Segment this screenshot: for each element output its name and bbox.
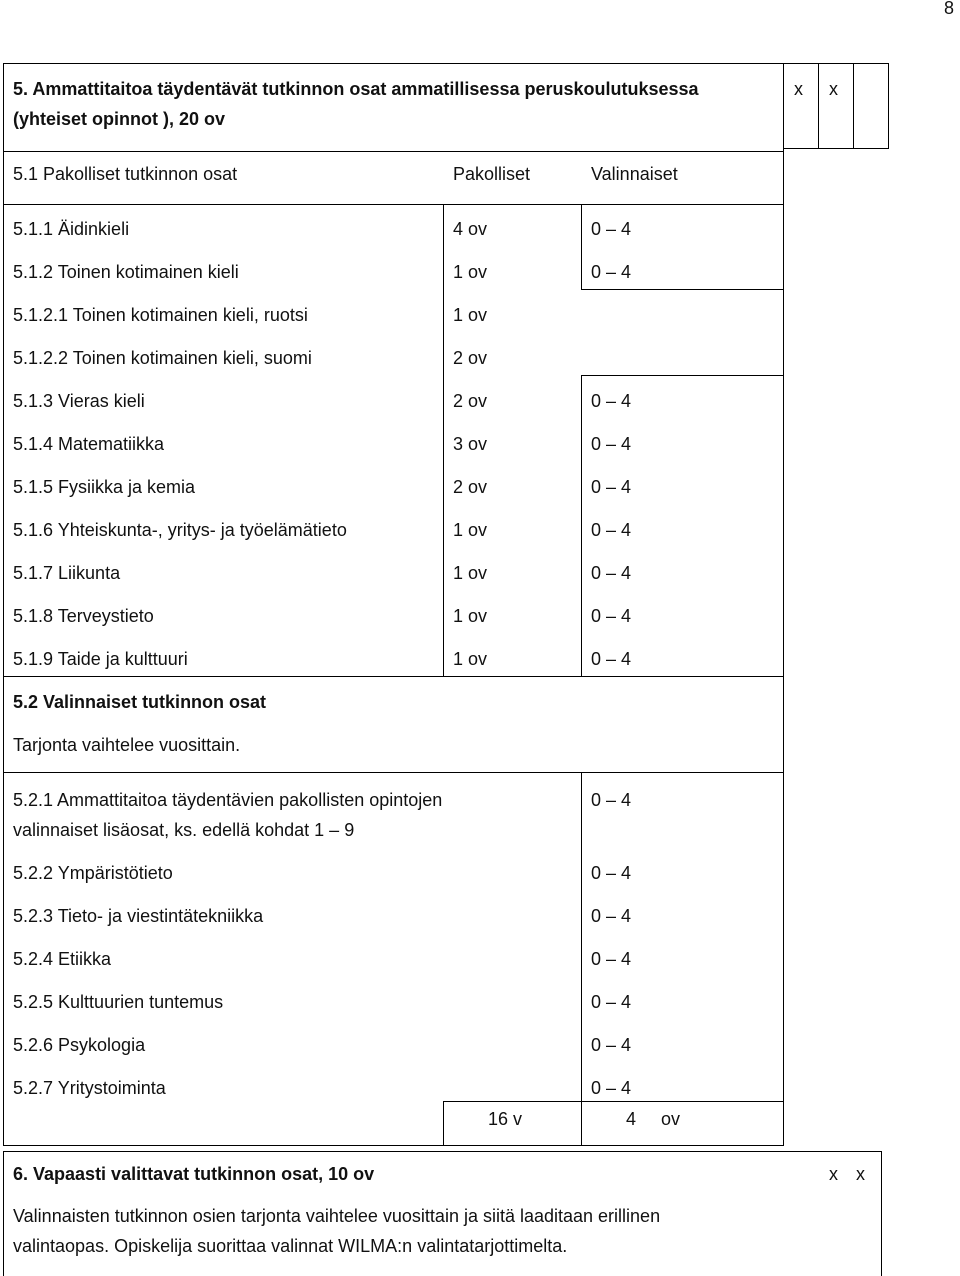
section5-mark-1: x <box>794 79 803 99</box>
border <box>581 375 784 376</box>
s51-row-label: 5.1.9 Taide ja kulttuuri <box>13 649 188 669</box>
border <box>3 676 784 677</box>
s52-title: 5.2 Valinnaiset tutkinnon osat <box>13 692 267 712</box>
s51-row-label: 5.1.4 Matematiikka <box>13 434 165 454</box>
s51-row-mandatory: 1 ov <box>453 606 488 626</box>
s51-row-mandatory: 2 ov <box>453 391 488 411</box>
s52-row-label: 5.2.4 Etiikka <box>13 949 112 969</box>
s51-row-label: 5.1.5 Fysiikka ja kemia <box>13 477 196 497</box>
section6-mark-2: x <box>856 1164 865 1184</box>
s52-total-optional-number: 4 <box>626 1109 637 1129</box>
s51-row-mandatory: 1 ov <box>453 262 488 282</box>
s51-row-optional: 0 – 4 <box>591 391 632 411</box>
s52-row-optional: 0 – 4 <box>591 863 632 883</box>
s51-row-optional: 0 – 4 <box>591 606 632 626</box>
s51-row-mandatory: 1 ov <box>453 649 488 669</box>
border <box>818 63 819 149</box>
s51-row-optional: 0 – 4 <box>591 520 632 540</box>
s51-row-optional: 0 – 4 <box>591 434 632 454</box>
border <box>888 63 889 149</box>
border <box>3 1151 4 1276</box>
s51-row-mandatory: 2 ov <box>453 348 488 368</box>
border <box>3 204 784 205</box>
s51-row-label: 5.1.2.1 Toinen kotimainen kieli, ruotsi <box>13 305 308 325</box>
section6-title: 6. Vapaasti valittavat tutkinnon osat, 10 ov <box>13 1164 375 1184</box>
section5-mark-2: x <box>829 79 838 99</box>
s52-row-optional: 0 – 4 <box>591 1035 632 1055</box>
section6-text-line1: Valinnaisten tutkinnon osien tarjonta vaihtelee vuosittain ja siitä laaditaan erillinen <box>13 1206 661 1226</box>
s51-row-optional: 0 – 4 <box>591 649 632 669</box>
s51-col-mandatory: Pakolliset <box>453 164 531 184</box>
s51-row-label: 5.1.2.2 Toinen kotimainen kieli, suomi <box>13 348 312 368</box>
s51-row-optional: 0 – 4 <box>591 262 632 282</box>
s52-first-label-line2: valinnaiset lisäosat, ks. edellä kohdat 1 – 9 <box>13 820 355 840</box>
section5-title-line1: 5. Ammattitaitoa täydentävät tutkinnon osat ammatillisessa peruskoulutuksessa <box>13 79 699 99</box>
page-number: 8 <box>944 0 955 18</box>
border <box>3 63 889 64</box>
s51-row-label: 5.1.2 Toinen kotimainen kieli <box>13 262 239 282</box>
border <box>443 1101 784 1102</box>
s52-row-label: 5.2.5 Kulttuurien tuntemus <box>13 992 224 1012</box>
border <box>3 151 784 152</box>
section6-text-line2: valintaopas. Opiskelija suorittaa valinnat WILMA:n valintatarjottimelta. <box>13 1236 568 1256</box>
s52-first-optional: 0 – 4 <box>591 790 632 810</box>
s52-row-optional: 0 – 4 <box>591 1078 632 1098</box>
s52-row-optional: 0 – 4 <box>591 906 632 926</box>
s51-title: 5.1 Pakolliset tutkinnon osat <box>13 164 238 184</box>
s52-row-label: 5.2.3 Tieto- ja viestintätekniikka <box>13 906 264 926</box>
s52-note: Tarjonta vaihtelee vuosittain. <box>13 735 241 755</box>
s51-col-optional: Valinnaiset <box>591 164 678 184</box>
border <box>581 375 582 677</box>
s51-row-mandatory: 3 ov <box>453 434 488 454</box>
border <box>3 1145 784 1146</box>
border <box>783 63 784 1145</box>
border <box>853 63 854 149</box>
s52-total-optional-unit: ov <box>661 1109 681 1129</box>
s52-row-label: 5.2.2 Ympäristötieto <box>13 863 173 883</box>
border <box>783 148 889 149</box>
s52-row-label: 5.2.7 Yritystoiminta <box>13 1078 166 1098</box>
s51-row-mandatory: 1 ov <box>453 520 488 540</box>
s51-row-label: 5.1.3 Vieras kieli <box>13 391 145 411</box>
s51-row-optional: 0 – 4 <box>591 219 632 239</box>
border <box>443 204 444 677</box>
s51-row-mandatory: 2 ov <box>453 477 488 497</box>
s52-row-label: 5.2.6 Psykologia <box>13 1035 146 1055</box>
border <box>3 63 4 1145</box>
s52-row-optional: 0 – 4 <box>591 949 632 969</box>
border <box>581 289 784 290</box>
s51-row-optional: 0 – 4 <box>591 477 632 497</box>
s52-total-mandatory: 16 v <box>488 1109 523 1129</box>
border <box>3 1151 882 1152</box>
s51-row-label: 5.1.7 Liikunta <box>13 563 121 583</box>
border <box>443 1101 444 1145</box>
section6-mark-1: x <box>829 1164 838 1184</box>
s51-row-mandatory: 1 ov <box>453 563 488 583</box>
s51-row-mandatory: 1 ov <box>453 305 488 325</box>
s51-row-label: 5.1.6 Yhteiskunta-, yritys- ja työelämätieto <box>13 520 347 540</box>
s51-row-optional: 0 – 4 <box>591 563 632 583</box>
s51-row-label: 5.1.1 Äidinkieli <box>13 219 130 239</box>
border <box>3 772 784 773</box>
border <box>581 772 582 1145</box>
s51-row-mandatory: 4 ov <box>453 219 488 239</box>
s52-row-optional: 0 – 4 <box>591 992 632 1012</box>
border <box>881 1151 882 1276</box>
s52-first-label-line1: 5.2.1 Ammattitaitoa täydentävien pakollisten opintojen <box>13 790 443 810</box>
section5-title-line2: (yhteiset opinnot ), 20 ov <box>13 109 226 129</box>
s51-row-label: 5.1.8 Terveystieto <box>13 606 154 626</box>
border <box>581 204 582 290</box>
